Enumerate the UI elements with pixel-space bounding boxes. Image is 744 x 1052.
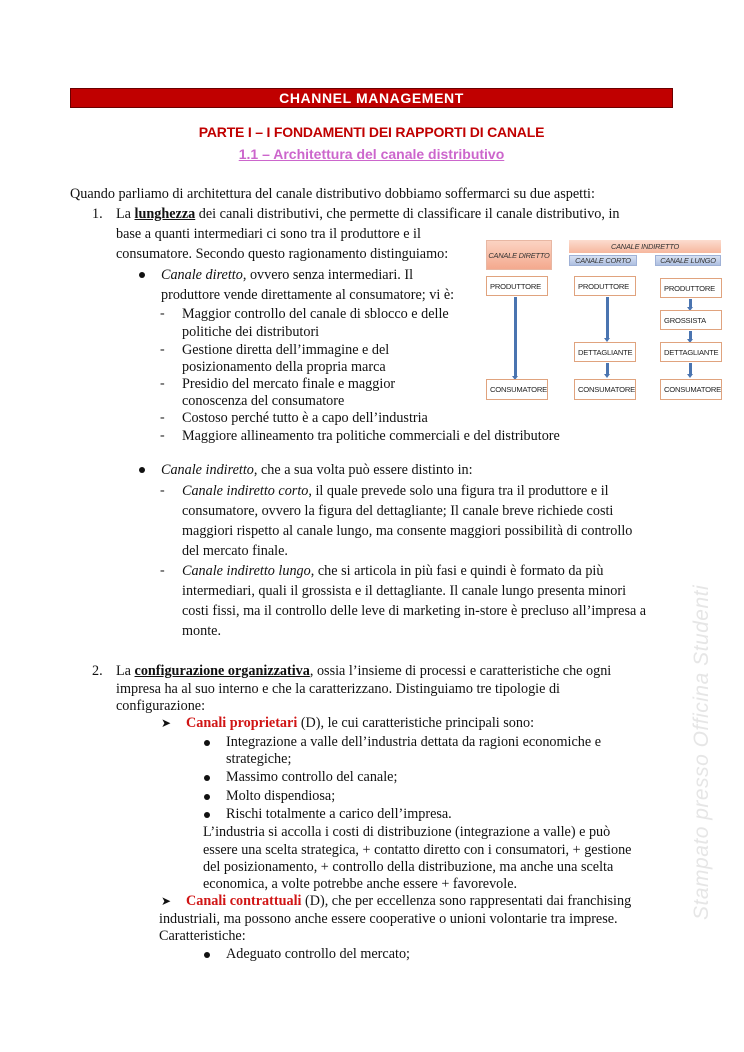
term-lunghezza: lunghezza	[134, 206, 196, 222]
arrow-bullet-icon: ➤	[161, 716, 172, 730]
arrow-down-icon	[514, 297, 517, 377]
dash-icon: -	[160, 563, 165, 578]
prop-point-4: Rischi totalmente a carico dell’impresa.	[226, 806, 452, 822]
term-canale-diretto: Canale diretto	[161, 267, 243, 283]
item2-line2: impresa ha al suo interno e che la caratterizzano. Distinguiamo tre tipologie di	[116, 681, 560, 697]
short-l1: Canale indiretto corto, il quale prevede solo una figura tra il produttore e il	[182, 483, 609, 499]
contrattuali-line1: Canali contrattuali (D), che per eccellenza sono rappresentati dai franchising	[186, 893, 632, 909]
item2-line3: configurazione:	[116, 698, 206, 714]
section-title: 1.1 – Architettura del canale distributivo	[238, 146, 505, 162]
item2-line1: La configurazione organizzativa, ossia l’insieme di processi e caratteristiche che ogni	[116, 663, 612, 679]
term-canale-indiretto: Canale indiretto	[161, 462, 254, 478]
bullet-icon	[204, 812, 210, 818]
item1-line3: consumatore. Secondo questo ragionamento distinguiamo:	[116, 246, 449, 262]
list-number-1: 1.	[92, 206, 103, 222]
long-l2: intermediari, quali il grossista e il dettagliante. Il canale lungo presenta minori	[182, 583, 627, 599]
intro-text: Quando parliamo di architettura del canale distributivo dobbiamo soffermarci su due aspetti:	[70, 186, 595, 202]
direct-point-5: Maggiore allineamento tra politiche commerciali e del distributore	[182, 428, 560, 444]
term-canali-proprietari: Canali proprietari	[186, 715, 298, 731]
item1-line1: La lunghezza dei canali distributivi, che permette di classificare il canale distributivo, in	[116, 206, 620, 222]
arrow-down-icon	[606, 297, 609, 339]
bullet-icon	[204, 775, 210, 781]
direct-point-2-l2: posizionamento della propria marca	[182, 359, 386, 375]
dash-icon: -	[160, 410, 165, 425]
prop-point-1-l2: strategiche;	[226, 751, 292, 767]
diagram-header-indirect: CANALE INDIRETTO	[569, 240, 721, 253]
diagram-box: CONSUMATORE	[486, 379, 548, 400]
diagram-box: CONSUMATORE	[660, 379, 722, 400]
bullet-icon	[204, 952, 210, 958]
diagram-box: GROSSISTA	[660, 310, 722, 330]
term-canale-indiretto-lungo: Canale indiretto lungo	[182, 563, 311, 579]
diagram-header-long: CANALE LUNGO	[655, 255, 721, 266]
part-title: PARTE I – I FONDAMENTI DEI RAPPORTI DI CANALE	[198, 124, 545, 140]
long-l1: Canale indiretto lungo, che si articola in più fasi e quindi è formato da più	[182, 563, 604, 579]
dash-icon: -	[160, 306, 165, 321]
term-canali-contrattuali: Canali contrattuali	[186, 893, 302, 909]
prop-point-1-l1: Integrazione a valle dell’industria dettata da ragioni economiche e	[226, 734, 602, 750]
arrow-down-icon	[689, 363, 692, 375]
dash-icon: -	[160, 342, 165, 357]
long-l3: costi fissi, ma il controllo delle leve di marketing in-store è precluso all’impresa a	[182, 603, 647, 619]
short-l3: maggiori rispetto al canale lungo, ma consente maggiori possibilità di controllo	[182, 523, 633, 539]
short-l2: consumatore, ovvero la figura del dettagliante; Il canale breve richiede costi	[182, 503, 614, 519]
direct-point-3-l2: conoscenza del consumatore	[182, 393, 345, 409]
term-configurazione: configurazione organizzativa	[134, 663, 310, 679]
proprietari-line: Canali proprietari (D), le cui caratteristiche principali sono:	[186, 715, 535, 731]
diagram-box: DETTAGLIANTE	[574, 342, 636, 362]
arrow-down-icon	[606, 363, 609, 375]
diagram-header-short: CANALE CORTO	[569, 255, 637, 266]
diagram-box: DETTAGLIANTE	[660, 342, 722, 362]
direct-line2: produttore vende direttamente al consumatore; vi è:	[161, 287, 455, 303]
document-title: CHANNEL MANAGEMENT	[279, 90, 464, 106]
prop-para-3: del posizionamento, + controllo della distribuzione, ma anche una scelta	[203, 859, 614, 875]
bullet-icon	[204, 794, 210, 800]
bullet-icon	[139, 272, 145, 278]
direct-point-2-l1: Gestione diretta dell’immagine e del	[182, 342, 390, 358]
diagram-box: PRODUTTORE	[486, 276, 548, 296]
diagram-box: PRODUTTORE	[660, 278, 722, 298]
prop-para-2: essere una scelta strategica, + contatto diretto con i consumatori, + gestione	[203, 842, 632, 858]
arrow-down-icon	[689, 299, 692, 308]
indirect-line1: Canale indiretto, che a sua volta può essere distinto in:	[161, 462, 473, 478]
channel-diagram	[484, 238, 724, 400]
long-l4: monte.	[182, 623, 222, 639]
diagram-header-direct: CANALE DIRETTO	[486, 240, 552, 270]
diagram-box: CONSUMATORE	[574, 379, 636, 400]
direct-point-3-l1: Presidio del mercato finale e maggior	[182, 376, 396, 392]
watermark: Stampato presso Officina Studenti	[690, 584, 713, 920]
direct-point-1-l2: politiche dei distributori	[182, 324, 320, 340]
contrattuali-line3: Caratteristiche:	[159, 928, 246, 944]
diagram-box: PRODUTTORE	[574, 276, 636, 296]
prop-para-4: economica, a volte potrebbe anche essere + favorevole.	[203, 876, 518, 892]
direct-point-1-l1: Maggior controllo del canale di sblocco e delle	[182, 306, 449, 322]
bullet-icon	[204, 740, 210, 746]
dash-icon: -	[160, 483, 165, 498]
term-canale-indiretto-corto: Canale indiretto corto	[182, 483, 309, 499]
dash-icon: -	[160, 376, 165, 391]
prop-point-2: Massimo controllo del canale;	[226, 769, 398, 785]
item1-line2: base a quanti intermediari ci sono tra il produttore e il	[116, 226, 421, 242]
contr-point-1: Adeguato controllo del mercato;	[226, 946, 410, 962]
short-l4: del mercato finale.	[182, 543, 288, 559]
prop-point-3: Molto dispendiosa;	[226, 788, 336, 804]
bullet-icon	[139, 467, 145, 473]
direct-line1: Canale diretto, ovvero senza intermediari. Il	[161, 267, 414, 283]
arrow-down-icon	[689, 331, 692, 340]
contrattuali-line2: industriali, ma possono anche essere cooperative o unioni volontarie tra imprese.	[159, 911, 618, 927]
dash-icon: -	[160, 428, 165, 443]
arrow-bullet-icon: ➤	[161, 894, 172, 908]
list-number-2: 2.	[92, 663, 103, 679]
title-bar	[70, 88, 673, 108]
direct-point-4: Costoso perché tutto è a capo dell’industria	[182, 410, 428, 426]
prop-para-1: L’industria si accolla i costi di distribuzione (integrazione a valle) e può	[203, 824, 611, 840]
